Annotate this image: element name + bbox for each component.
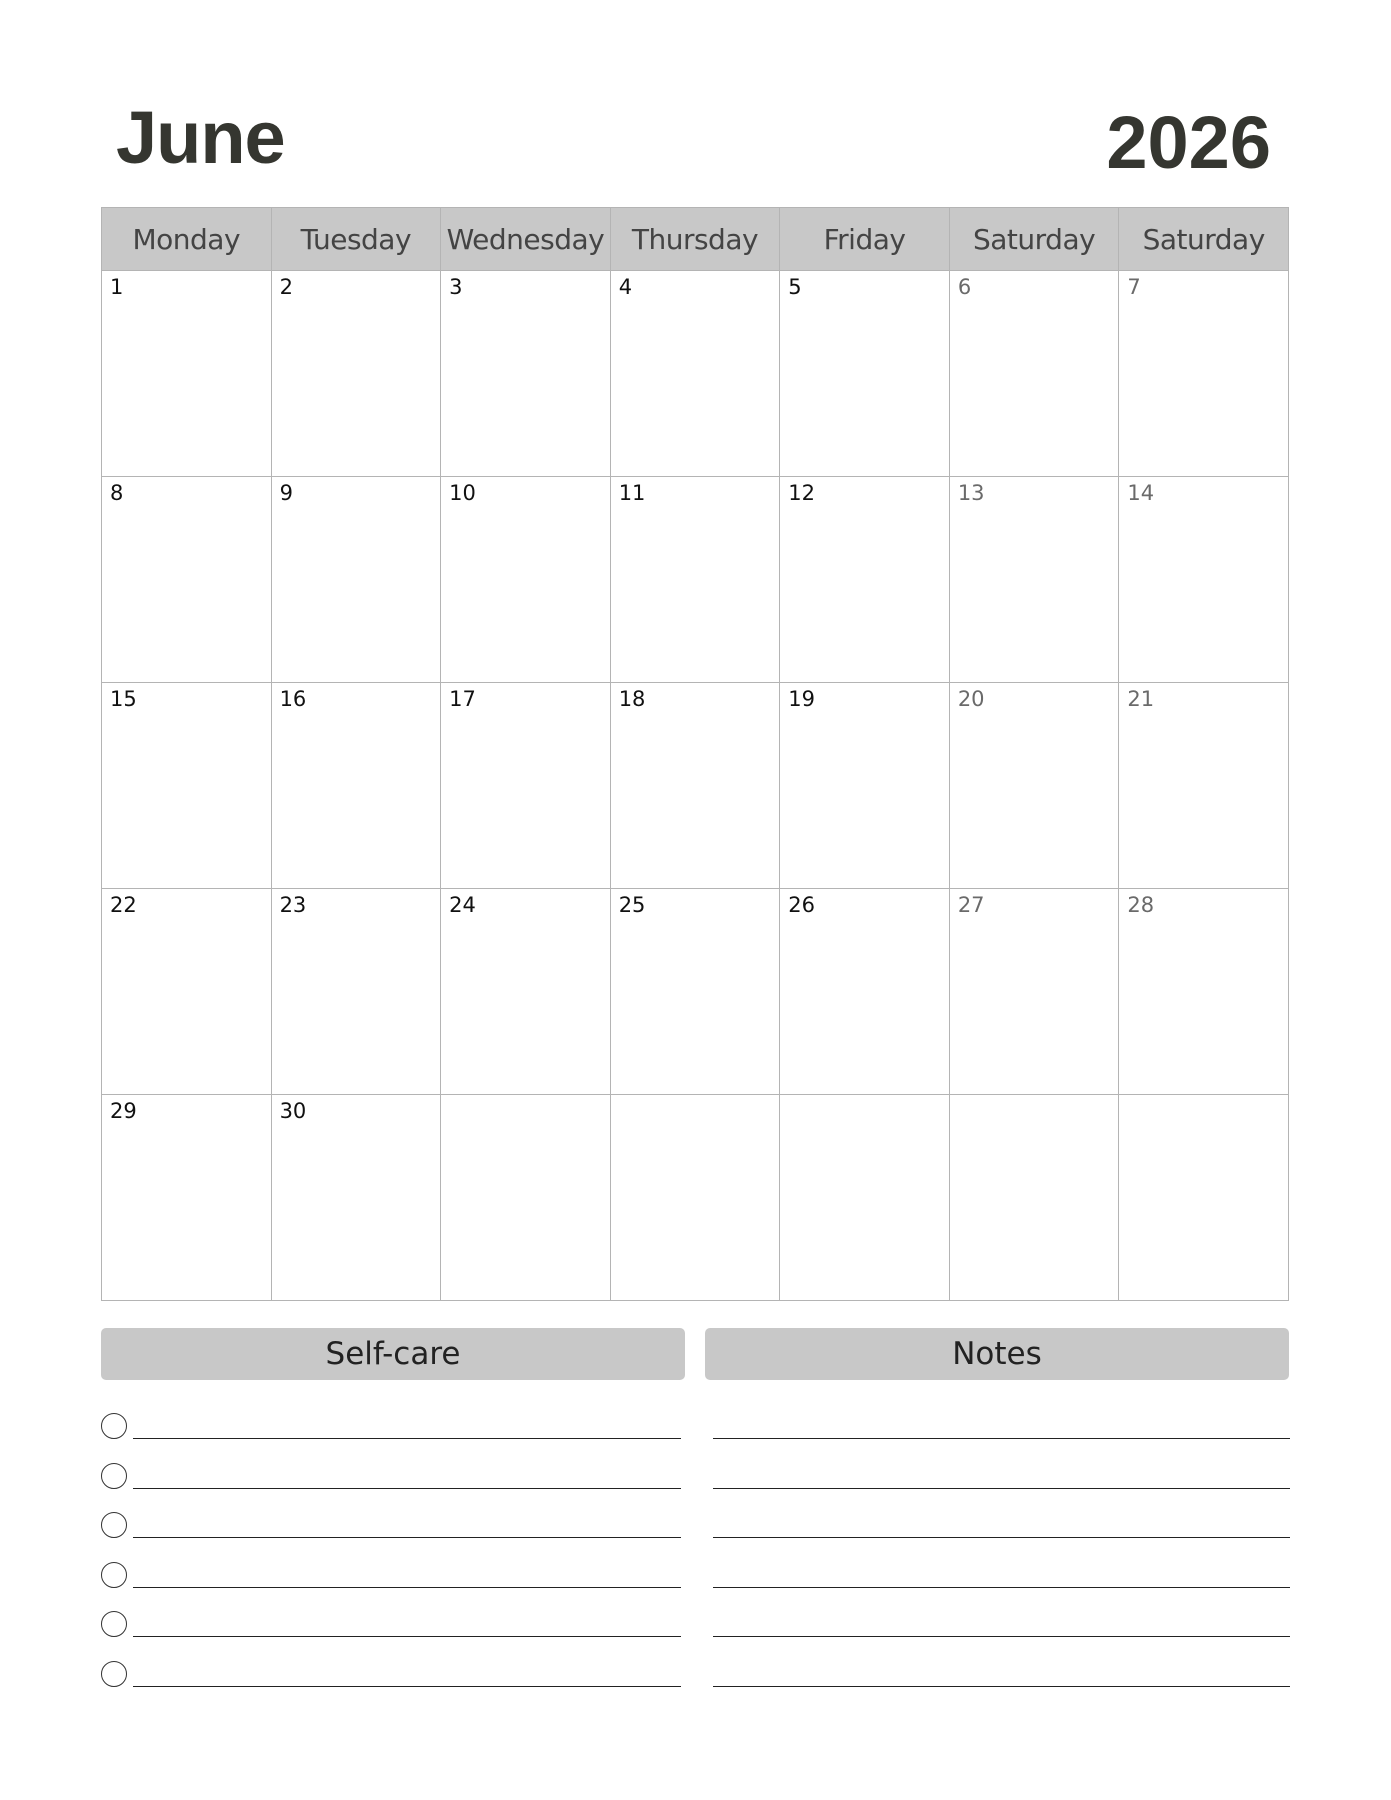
day-cell[interactable] xyxy=(610,683,780,889)
day-number: 2 xyxy=(279,275,293,299)
weekday-header-friday: Friday xyxy=(780,208,950,271)
selfcare-item xyxy=(101,1460,681,1510)
day-cell[interactable] xyxy=(610,477,780,683)
day-number: 15 xyxy=(110,687,137,711)
day-cell[interactable] xyxy=(441,683,611,889)
weekday-header-wednesday: Wednesday xyxy=(441,208,611,271)
day-number: 13 xyxy=(957,481,985,505)
day-number: 19 xyxy=(788,687,815,711)
selfcare-item xyxy=(101,1559,681,1609)
day-number: 26 xyxy=(788,893,815,917)
empty-day-cell xyxy=(949,1095,1119,1301)
weekday-header-saturday-2: Saturday xyxy=(1119,208,1289,271)
day-number: 22 xyxy=(110,893,137,917)
calendar-grid xyxy=(101,207,1289,1301)
checkbox-circle-icon[interactable] xyxy=(101,1661,127,1687)
selfcare-item xyxy=(101,1509,681,1559)
day-cell[interactable] xyxy=(102,683,272,889)
day-cell[interactable] xyxy=(1119,477,1289,683)
week-row xyxy=(102,271,1289,477)
day-number: 6 xyxy=(957,275,972,299)
day-cell[interactable] xyxy=(102,271,272,477)
week-row xyxy=(102,1095,1289,1301)
day-number: 14 xyxy=(1127,481,1155,505)
week-row xyxy=(102,889,1289,1095)
day-cell[interactable] xyxy=(441,477,611,683)
day-number: 5 xyxy=(788,275,802,299)
day-cell[interactable] xyxy=(949,889,1119,1095)
day-number: 27 xyxy=(957,893,985,917)
weekday-header-tuesday: Tuesday xyxy=(271,208,441,271)
day-number: 29 xyxy=(110,1099,137,1123)
note-line[interactable] xyxy=(713,1460,1290,1510)
selfcare-item xyxy=(101,1608,681,1658)
selfcare-item xyxy=(101,1410,681,1460)
day-cell[interactable] xyxy=(949,477,1119,683)
weekday-header-monday: Monday xyxy=(102,208,272,271)
year-title: 2026 xyxy=(1106,101,1271,184)
day-number: 21 xyxy=(1127,687,1155,711)
day-number: 25 xyxy=(618,893,646,917)
day-number: 17 xyxy=(449,687,476,711)
checkbox-circle-icon[interactable] xyxy=(101,1562,127,1588)
weekday-header-thursday: Thursday xyxy=(610,208,780,271)
day-cell[interactable] xyxy=(610,889,780,1095)
day-cell[interactable] xyxy=(102,889,272,1095)
day-cell[interactable] xyxy=(610,271,780,477)
selfcare-header: Self-care xyxy=(101,1328,685,1380)
day-cell[interactable] xyxy=(102,1095,272,1301)
month-title: June xyxy=(116,96,285,179)
day-number: 1 xyxy=(110,275,124,299)
day-cell[interactable] xyxy=(949,271,1119,477)
weekday-header-row xyxy=(102,208,1289,271)
day-cell[interactable] xyxy=(780,889,950,1095)
day-number: 23 xyxy=(279,893,307,917)
day-number: 3 xyxy=(449,275,463,299)
day-number: 4 xyxy=(618,275,633,299)
day-cell[interactable] xyxy=(949,683,1119,889)
writing-line[interactable] xyxy=(133,1488,681,1489)
day-cell[interactable] xyxy=(271,271,441,477)
day-cell[interactable] xyxy=(780,271,950,477)
day-number: 30 xyxy=(279,1099,307,1123)
writing-line[interactable] xyxy=(133,1686,681,1687)
day-number: 18 xyxy=(618,687,646,711)
day-number: 11 xyxy=(618,481,646,505)
day-cell[interactable] xyxy=(441,271,611,477)
note-line[interactable] xyxy=(713,1608,1290,1658)
day-cell[interactable] xyxy=(1119,683,1289,889)
writing-line[interactable] xyxy=(133,1438,681,1439)
week-row xyxy=(102,683,1289,889)
checkbox-circle-icon[interactable] xyxy=(101,1512,127,1538)
writing-line[interactable] xyxy=(133,1636,681,1637)
notes-header: Notes xyxy=(705,1328,1289,1380)
week-row xyxy=(102,477,1289,683)
notes-list xyxy=(713,1410,1290,1708)
note-line[interactable] xyxy=(713,1658,1290,1708)
day-number: 28 xyxy=(1127,893,1155,917)
checkbox-circle-icon[interactable] xyxy=(101,1463,127,1489)
note-line[interactable] xyxy=(713,1410,1290,1460)
empty-day-cell xyxy=(441,1095,611,1301)
empty-day-cell xyxy=(1119,1095,1289,1301)
day-cell[interactable] xyxy=(271,683,441,889)
day-number: 10 xyxy=(449,481,476,505)
checkbox-circle-icon[interactable] xyxy=(101,1611,127,1637)
empty-day-cell xyxy=(780,1095,950,1301)
day-cell[interactable] xyxy=(441,889,611,1095)
writing-line[interactable] xyxy=(133,1537,681,1538)
empty-day-cell xyxy=(610,1095,780,1301)
day-cell[interactable] xyxy=(271,889,441,1095)
note-line[interactable] xyxy=(713,1509,1290,1559)
writing-line[interactable] xyxy=(133,1587,681,1588)
day-number: 16 xyxy=(279,687,307,711)
day-cell[interactable] xyxy=(271,477,441,683)
day-number: 7 xyxy=(1127,275,1141,299)
day-number: 12 xyxy=(788,481,815,505)
day-cell[interactable] xyxy=(1119,271,1289,477)
selfcare-item xyxy=(101,1658,681,1708)
note-line[interactable] xyxy=(713,1559,1290,1609)
checkbox-circle-icon[interactable] xyxy=(101,1413,127,1439)
weekday-header-saturday: Saturday xyxy=(949,208,1119,271)
day-number: 8 xyxy=(110,481,124,505)
day-number: 24 xyxy=(449,893,476,917)
day-cell[interactable] xyxy=(102,477,272,683)
day-cell[interactable] xyxy=(780,683,950,889)
selfcare-list xyxy=(101,1410,681,1708)
day-number: 9 xyxy=(279,481,293,505)
day-cell[interactable] xyxy=(780,477,950,683)
day-cell[interactable] xyxy=(271,1095,441,1301)
day-number: 20 xyxy=(957,687,985,711)
day-cell[interactable] xyxy=(1119,889,1289,1095)
